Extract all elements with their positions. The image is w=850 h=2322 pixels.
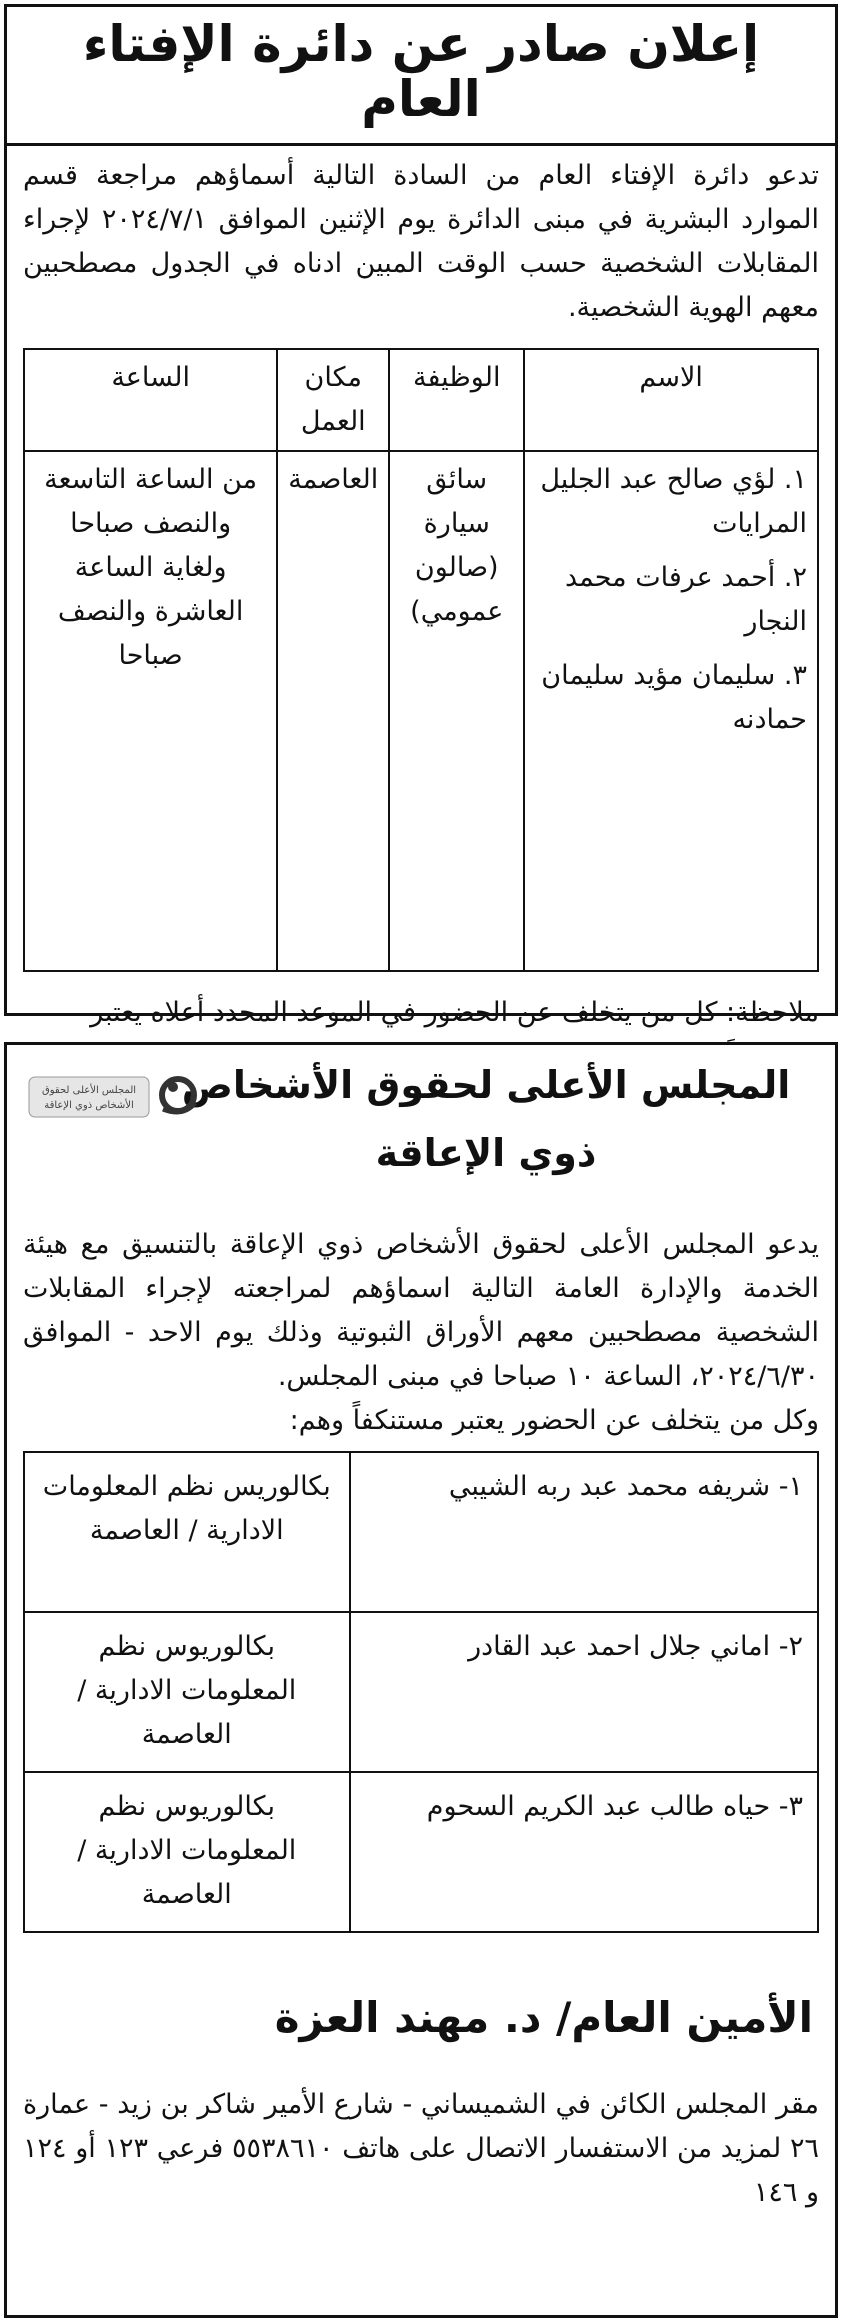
council-header [7, 1045, 835, 1215]
interview-table [23, 348, 819, 972]
list-item: ٣. سليمان مؤيد سليمان حمادنه [541, 660, 807, 735]
place-cell: العاصمة [277, 451, 389, 971]
candidate-name: ٣- حياه طالب عبد الكريم السحوم [350, 1772, 818, 1932]
header-place: مكان العمل [277, 349, 389, 451]
table-header-row [24, 349, 818, 451]
signature: الأمين العام/ د. مهند العزة [274, 1993, 813, 2042]
header-name: الاسم [524, 349, 818, 451]
table-row [24, 451, 818, 971]
table-row [24, 1772, 818, 1932]
candidate-degree: بكالوريوس نظم المعلومات الادارية / العاصمة [24, 1772, 350, 1932]
announcement-intro: تدعو دائرة الإفتاء العام من السادة التالية أسماؤهم مراجعة قسم الموارد البشرية في مبنى الدائرة يوم الإثنين الموافق ٢٠٢٤/٧/١ لإجراء المقابلات الشخصية حسب الوقت المبين ادناه في الجدول مصطحبين معهم الهوية الشخصية. [23, 160, 819, 323]
candidate-name: ١- شريفه محمد عبد ربه الشيبي [350, 1452, 818, 1612]
header-time: الساعة [24, 349, 277, 451]
council-title-line1: المجلس الأعلى لحقوق الأشخاص [181, 1063, 791, 1107]
logo-text-line1: المجلس الأعلى لحقوق [41, 1085, 137, 1096]
council-title-line2: ذوي الإعاقة [375, 1131, 597, 1175]
council-intro: يدعو المجلس الأعلى لحقوق الأشخاص ذوي الإعاقة بالتنسيق مع هيئة الخدمة والإدارة العامة التالية اسماؤهم لمراجعته لإجراء المقابلات الشخصية مصطحبين معهم الأوراق الثبوتية وذلك يوم الاحد - الموافق ٢٠٢٤/٦/٣٠، الساعة ١٠ صباحا في مبنى المجلس. [23, 1229, 819, 1392]
names-cell [524, 451, 818, 971]
council-address: مقر المجلس الكائن في الشميساني - شارع الأمير شاكر بن زيد - عمارة ٢٦ لمزيد من الاستفسار الاتصال على هاتف ٥٥٣٨٦١٠ فرعي ١٢٣ أو ١٢٤ و ١٤٦ [23, 2089, 819, 2209]
announcement-title: إعلان صادر عن دائرة الإفتاء العام [7, 7, 835, 146]
header-job: الوظيفة [389, 349, 524, 451]
candidates-table [23, 1451, 819, 1933]
table-row [24, 1612, 818, 1772]
council-logo [23, 1067, 203, 1127]
council-logo-icon [23, 1067, 203, 1127]
job-cell: سائق سيارة (صالون عمومي) [389, 451, 524, 971]
disability-council-announcement [4, 1042, 838, 2318]
council-intro-2: وكل من يتخلف عن الحضور يعتبر مستنكفاً وهم: [289, 1405, 819, 1436]
list-item: ١. لؤي صالح عبد الجليل المرايات [540, 464, 807, 539]
candidate-degree: بكالوريوس نظم المعلومات الادارية / العاصمة [24, 1612, 350, 1772]
table-row [24, 1452, 818, 1612]
ifta-announcement [4, 4, 838, 1028]
candidate-name: ٢- اماني جلال احمد عبد القادر [350, 1612, 818, 1772]
list-item: ٢. أحمد عرفات محمد النجار [564, 562, 807, 637]
candidate-degree: بكالوريس نظم المعلومات الادارية / العاصمة [24, 1452, 350, 1612]
time-cell: من الساعة التاسعة والنصف صباحا ولغاية الساعة العاشرة والنصف صباحا [24, 451, 277, 971]
logo-text-line2: الأشخاص ذوي الإعاقة [44, 1100, 134, 1111]
note-text: ملاحظة: كل من يتخلف عن الحضور في الموعد المحدد أعلاه يعتبر [90, 997, 819, 1028]
